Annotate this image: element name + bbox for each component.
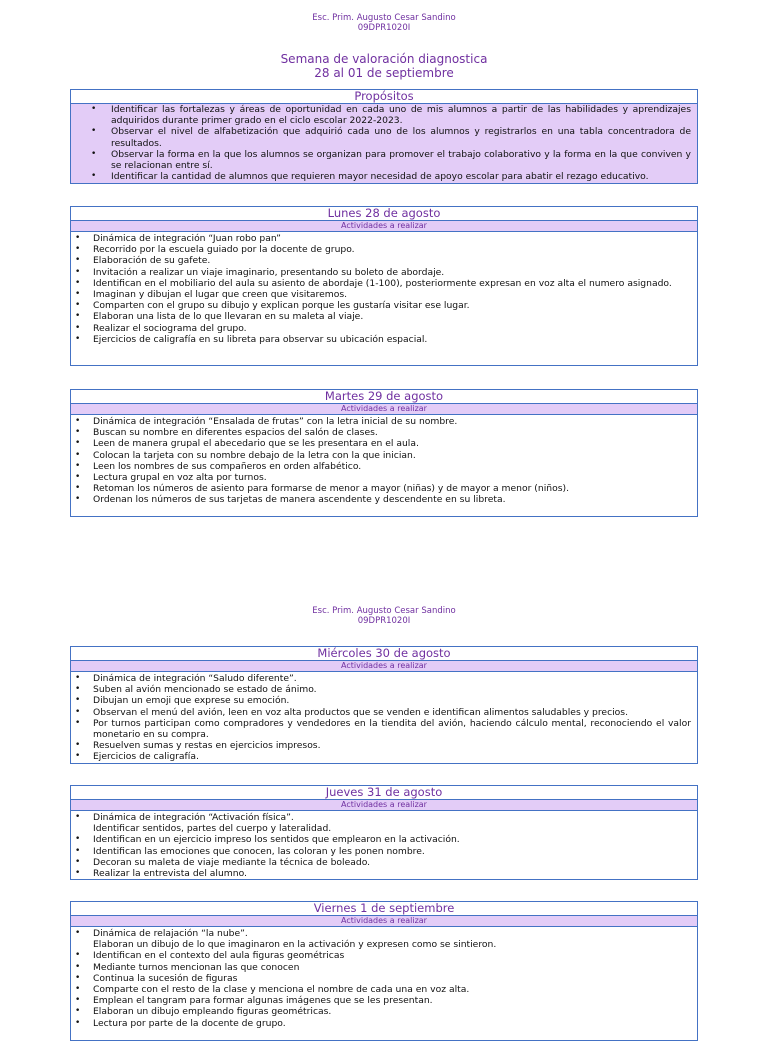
- list-item: [71, 740, 697, 751]
- list-item-text: Identifican en un ejercicio impreso los sentidos que emplearon en la activación.: [93, 834, 460, 846]
- day-box-tuesday: [70, 389, 698, 517]
- list-item-text: Dibujan un emoji que exprese su emoción.: [93, 695, 290, 707]
- list-item: [71, 300, 697, 311]
- list-item: [71, 868, 697, 879]
- school-code: 09DPR1020I: [357, 23, 411, 33]
- day-title: Viernes 1 de septiembre: [71, 902, 697, 916]
- bullet-icon: •: [75, 995, 81, 1006]
- list-item: [71, 1006, 697, 1017]
- day-title: Jueves 31 de agosto: [71, 786, 697, 800]
- list-item-text: Colocan la tarjeta con su nombre debajo de la letra con la que inician.: [93, 449, 416, 461]
- list-item-text: Suben al avión mencionado se estado de ánimo.: [93, 684, 317, 696]
- list-item: [71, 1018, 697, 1029]
- list-item: [71, 950, 697, 961]
- list-item-text: Identificar la cantidad de alumnos que requieren mayor necesidad de apoyo escolar para abatir el rezago educativo.: [111, 171, 649, 183]
- list-item-text: Imaginan y dibujan el lugar que creen que visitaremos.: [93, 289, 348, 301]
- bullet-icon: •: [75, 751, 81, 762]
- bullet-icon: •: [75, 845, 81, 856]
- bullet-icon: •: [75, 673, 81, 683]
- school-code: 09DPR1020I: [357, 616, 411, 626]
- list-item: [71, 718, 697, 740]
- list-item: [71, 104, 697, 126]
- bullet-icon: •: [75, 416, 81, 426]
- day-title: Miércoles 30 de agosto: [71, 647, 697, 661]
- purposes-title: Propósitos: [71, 90, 697, 104]
- list-item: [71, 695, 697, 706]
- list-item: [71, 171, 697, 182]
- list-item-text: Buscan su nombre en diferentes espacios del salón de clases.: [93, 427, 378, 439]
- list-item: [71, 846, 697, 857]
- list-item: [71, 149, 697, 171]
- list-item-text: Comparte con el resto de la clase y menciona el nombre de cada una en voz alta.: [93, 984, 470, 996]
- list-item: [71, 995, 697, 1006]
- list-item: [71, 255, 697, 266]
- list-item: [71, 126, 697, 148]
- list-item: [71, 278, 697, 289]
- list-item-text: Recorrido por la escuela guiado por la docente de grupo.: [93, 244, 355, 256]
- bullet-icon: •: [75, 950, 81, 961]
- bullet-icon: •: [75, 684, 81, 695]
- week-dates: 28 al 01 de septiembre: [314, 66, 454, 80]
- list-item: [71, 483, 697, 494]
- activities-label: Actividades a realizar: [71, 800, 697, 811]
- purposes-box: [70, 89, 698, 184]
- list-item: [71, 973, 697, 984]
- bullet-icon: •: [91, 126, 97, 137]
- bullet-icon: •: [75, 928, 81, 938]
- day-box-friday: [70, 901, 698, 1041]
- bullet-icon: •: [75, 472, 81, 483]
- week-title: Semana de valoración diagnostica: [280, 52, 488, 66]
- list-item-text: Observar el nivel de alfabetización que adquirió cada uno de los alumnos y registrarlos en una tabla concentradora de resultados.: [111, 126, 691, 149]
- school-header-1: [0, 13, 768, 33]
- bullet-icon: •: [75, 834, 81, 845]
- bullet-icon: •: [75, 460, 81, 471]
- list-item-text: Dinámica de relajación “la nube”. Elaboran un dibujo de lo que imaginaron en la activación y expresen como se sintieron.: [93, 928, 497, 951]
- activities-label: Actividades a realizar: [71, 221, 697, 232]
- bullet-icon: •: [75, 244, 81, 255]
- bullet-icon: •: [75, 427, 81, 438]
- bullet-icon: •: [91, 171, 97, 182]
- list-item-text: Por turnos participan como compradores y vendedores en la tiendita del avión, haciendo cálculo mental, reconociendo el valor monetario en su compra.: [93, 717, 691, 741]
- list-item-text: Dinámica de integración “Juan robo pan”: [93, 233, 281, 244]
- bullet-icon: •: [75, 856, 81, 867]
- list-item: [71, 984, 697, 995]
- list-item-text: Dinámica de integración “Ensalada de frutas” con la letra inicial de su nombre.: [93, 416, 458, 427]
- day-box-thursday: [70, 785, 698, 880]
- bullet-icon: •: [91, 148, 97, 159]
- bullet-icon: •: [75, 984, 81, 995]
- list-item: [71, 834, 697, 845]
- bullet-icon: •: [75, 695, 81, 706]
- list-item: [71, 751, 697, 762]
- list-item-text: Elaboran un dibujo empleando figuras geométricas.: [93, 1006, 332, 1018]
- list-item: [71, 233, 697, 244]
- list-item-text: Identifican las emociones que conocen, las coloran y les ponen nombre.: [93, 845, 425, 857]
- day-title: Martes 29 de agosto: [71, 390, 697, 404]
- list-item: [71, 928, 697, 950]
- list-item: [71, 707, 697, 718]
- bullet-icon: •: [75, 438, 81, 449]
- purposes-list: [71, 104, 697, 182]
- list-item: [71, 472, 697, 483]
- list-item-text: Retoman los números de asiento para formarse de menor a mayor (niñas) y de mayor a menor (niños).: [93, 483, 569, 495]
- list-item: [71, 461, 697, 472]
- bullet-icon: •: [75, 1017, 81, 1028]
- activities-list: [71, 415, 697, 506]
- school-header-2: [0, 606, 768, 626]
- activities-label: Actividades a realizar: [71, 916, 697, 927]
- list-item: [71, 857, 697, 868]
- list-item-text: Identifican en el mobiliario del aula su asiento de abordaje (1-100), posteriormente expresan en voz alta el numero asignado.: [93, 277, 672, 289]
- list-item-text: Comparten con el grupo su dibujo y explican porque les gustaría visitar ese lugar.: [93, 300, 470, 312]
- bullet-icon: •: [75, 300, 81, 311]
- day-box-monday: [70, 206, 698, 366]
- activities-list: [71, 811, 697, 879]
- list-item-text: Identificar las fortalezas y áreas de oportunidad en cada uno de mis alumnos a partir de las habilidades y aprendizajes adquiridos durante primer grado en el ciclo escolar 2022-2023.: [111, 104, 691, 127]
- bullet-icon: •: [75, 483, 81, 494]
- list-item: [71, 962, 697, 973]
- list-item-text: Resuelven sumas y restas en ejercicios impresos.: [93, 740, 321, 752]
- list-item: [71, 323, 697, 334]
- list-item-text: Lectura grupal en voz alta por turnos.: [93, 472, 267, 484]
- list-item: [71, 334, 697, 345]
- bullet-icon: •: [75, 289, 81, 300]
- list-item: [71, 416, 697, 427]
- bullet-icon: •: [75, 868, 81, 879]
- bullet-icon: •: [75, 277, 81, 288]
- list-item: [71, 812, 697, 834]
- list-item-text: Realizar el sociograma del grupo.: [93, 322, 247, 334]
- list-item-text: Realizar la entrevista del alumno.: [93, 868, 247, 880]
- list-item: [71, 311, 697, 322]
- bullet-icon: •: [75, 449, 81, 460]
- day-box-wednesday: [70, 646, 698, 764]
- list-item-text: Observan el menú del avión, leen en voz alta productos que se venden e identifican alimentos saludables y precios.: [93, 706, 629, 718]
- list-item-text: Ejercicios de caligrafía en su libreta para observar su ubicación espacial.: [93, 333, 428, 345]
- activities-list: [71, 672, 697, 763]
- list-item-text: Identifican en el contexto del aula figuras geométricas: [93, 950, 345, 962]
- list-item: [71, 684, 697, 695]
- list-item: [71, 494, 697, 505]
- list-item: [71, 450, 697, 461]
- bullet-icon: •: [75, 266, 81, 277]
- list-item-text: Elaboran una lista de lo que llevaran en su maleta al viaje.: [93, 311, 364, 323]
- list-item-text: Continua la sucesión de figuras: [93, 972, 238, 984]
- list-item-text: Ejercicios de caligrafía.: [93, 751, 199, 763]
- list-item: [71, 427, 697, 438]
- list-item-text: Observar la forma en la que los alumnos se organizan para promover el trabajo colaborativo y la forma en la que conviven y se relacionan entre sí.: [111, 148, 691, 172]
- list-item-text: Emplean el tangram para formar algunas imágenes que se les presentan.: [93, 995, 433, 1007]
- list-item-text: Dinámica de integración “Activación física”. Identificar sentidos, partes del cuerpo y lateralidad.: [93, 812, 332, 835]
- bullet-icon: •: [75, 706, 81, 717]
- week-heading: [0, 52, 768, 80]
- list-item-text: Decoran su maleta de viaje mediante la técnica de boleado.: [93, 856, 371, 868]
- list-item: [71, 289, 697, 300]
- bullet-icon: •: [75, 494, 81, 505]
- list-item: [71, 438, 697, 449]
- bullet-icon: •: [75, 255, 81, 266]
- school-name: Esc. Prim. Augusto Cesar Sandino: [312, 13, 456, 23]
- bullet-icon: •: [75, 233, 81, 243]
- bullet-icon: •: [75, 311, 81, 322]
- bullet-icon: •: [75, 1006, 81, 1017]
- day-title: Lunes 28 de agosto: [71, 207, 697, 221]
- activities-list: [71, 232, 697, 345]
- bullet-icon: •: [75, 740, 81, 751]
- list-item-text: Mediante turnos mencionan las que conocen: [93, 961, 300, 973]
- list-item-text: Dinámica de integración “Saludo diferente”.: [93, 673, 297, 684]
- bullet-icon: •: [91, 104, 97, 114]
- bullet-icon: •: [75, 961, 81, 972]
- bullet-icon: •: [75, 717, 81, 728]
- activities-list: [71, 927, 697, 1029]
- list-item-text: Invitación a realizar un viaje imaginario, presentando su boleto de abordaje.: [93, 266, 445, 278]
- bullet-icon: •: [75, 322, 81, 333]
- list-item-text: Lectura por parte de la docente de grupo.: [93, 1017, 286, 1029]
- activities-label: Actividades a realizar: [71, 661, 697, 672]
- list-item: [71, 673, 697, 684]
- list-item: [71, 244, 697, 255]
- list-item: [71, 267, 697, 278]
- list-item-text: Elaboración de su gafete.: [93, 255, 211, 267]
- list-item-text: Ordenan los números de sus tarjetas de manera ascendente y descendente en su libreta.: [93, 494, 506, 506]
- activities-label: Actividades a realizar: [71, 404, 697, 415]
- bullet-icon: •: [75, 812, 81, 822]
- list-item-text: Leen los nombres de sus compañeros en orden alfabético.: [93, 460, 362, 472]
- school-name: Esc. Prim. Augusto Cesar Sandino: [312, 606, 456, 616]
- list-item-text: Leen de manera grupal el abecedario que se les presentara en el aula.: [93, 438, 419, 450]
- bullet-icon: •: [75, 333, 81, 344]
- bullet-icon: •: [75, 972, 81, 983]
